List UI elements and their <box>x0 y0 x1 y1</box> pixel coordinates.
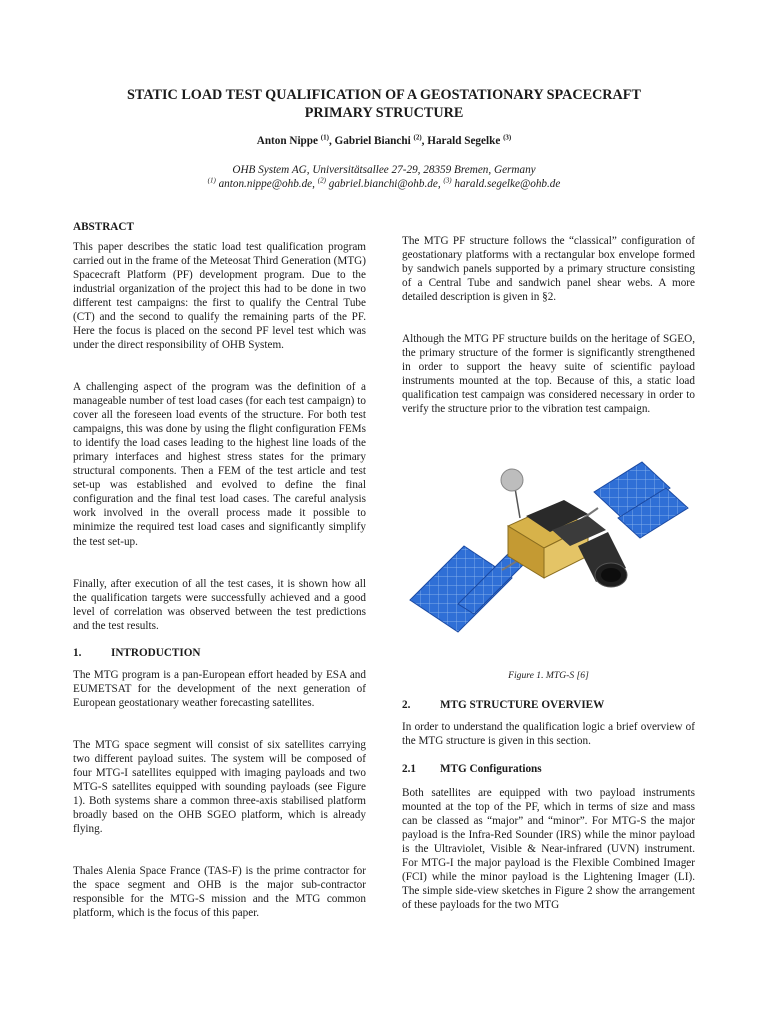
figure-mtg-s <box>402 460 695 660</box>
section-heading-introduction <box>73 646 201 660</box>
abstract-paragraph-1: This paper describes the static load test qualification program carried out in the frame of the Meteosat Third Generation (MTG) Spacecraft Platform (PF) development program. Due to the industrial organization of the project this had to be done in two different test campaigns: the first to qualify the Central Tube (CT) and the second to qualify the remaining parts of the PF. Here the focus is placed on the second PF level test which was under the direct responsibility of OHB System. <box>73 241 366 352</box>
title-line-2: PRIMARY STRUCTURE <box>304 105 464 121</box>
author-name: Gabriel Bianchi <box>334 135 414 147</box>
section-number: 2. <box>402 699 411 711</box>
satellite-body <box>508 500 627 587</box>
author-separator: , <box>421 135 428 147</box>
section-heading-structure-overview <box>402 698 604 712</box>
right-paragraph-1: The MTG PF structure follows the “classical” configuration of geostationary platforms with a rectangular box envelope formed by sandwich panels supported by a primary structure consisting of a Central Tube and sandwich panel shear webs. A more detailed description is given in §2. <box>402 235 695 304</box>
email-mark: (1) <box>207 176 216 185</box>
author-separator: , <box>328 135 335 147</box>
author-mark: (3) <box>503 133 512 142</box>
affiliation: OHB System AG, Universitätsallee 27-29, 28359 Bremen, Germany <box>232 164 536 176</box>
subsection-title: MTG Configurations <box>440 763 542 775</box>
author-name: Anton Nippe <box>256 135 321 147</box>
solar-array-left <box>410 546 528 632</box>
author-mark: (2) <box>413 133 422 142</box>
section-title: INTRODUCTION <box>111 647 201 659</box>
email-address[interactable]: anton.nippe@ohb.de, <box>215 178 318 190</box>
abstract-heading: ABSTRACT <box>73 221 134 233</box>
figure-caption: Figure 1. MTG-S [6] <box>508 670 589 681</box>
satellite-illustration <box>402 460 695 660</box>
email-mark: (2) <box>317 176 326 185</box>
author-name: Harald Segelke <box>427 135 504 147</box>
configurations-paragraph: Both satellites are equipped with two payload instruments mounted at the top of the PF, which in terms of size and mass can be classed as “major” and “minor”. For MTG-S the major payload is the Infra-Red Sounder (IRS) while the minor payload is the Ultraviolet, Visible & Near-infrared (UVN) instrument. For MTG-I the major payload is the Flexible Combined Imager (FCI) while the minor payload is the Lightening Imager (LI). The simple side-view sketches in Figure 2 show the arrangement of these payloads for the two MTG <box>402 787 695 912</box>
author-list <box>60 134 708 148</box>
email-address[interactable]: harald.segelke@ohb.de <box>451 178 561 190</box>
paper-title <box>60 86 708 122</box>
section-number: 1. <box>73 647 82 659</box>
title-line-1: STATIC LOAD TEST QUALIFICATION OF A GEOSTATIONARY SPACECRAFT <box>127 87 641 103</box>
email-mark: (3) <box>443 176 452 185</box>
structure-overview-paragraph: In order to understand the qualification logic a brief overview of the MTG structure is given in this section. <box>402 721 695 748</box>
subsection-heading-configurations <box>402 762 542 776</box>
email-list <box>60 177 708 191</box>
section-title: MTG STRUCTURE OVERVIEW <box>440 699 605 711</box>
intro-paragraph-3: Thales Alenia Space France (TAS-F) is the prime contractor for the space segment and OHB is the major sub-contractor responsible for the MTG-S mission and the MTG common platform, which is the focus of this paper. <box>73 865 366 920</box>
abstract-paragraph-3: Finally, after execution of all the test cases, it is shown how all the qualification targets were successfully achieved and a good level of correlation was observed between the test predictions and the test results. <box>73 578 366 633</box>
abstract-paragraph-2: A challenging aspect of the program was the definition of a manageable number of test load cases (for each test campaign) to cover all the foreseen load events of the structure. For both test campaigns, this was done by using the flight configuration FEMs to identify the load cases leading to the highest line loads of the primary interfaces and highest stress states for the primary structural components. Then a FEM of the test article and test set-up was established and evolved to define the final configuration and the final test load cases. The careful analysis work involved in the overall process made it possible to minimize the required test load cases and significantly simplify the test set-up. <box>73 381 366 548</box>
subsection-number: 2.1 <box>402 763 416 775</box>
antenna-dish <box>501 469 523 518</box>
right-paragraph-2: Although the MTG PF structure builds on the heritage of SGEO, the primary structure of the former is significantly strengthened in order to support the heavy suite of scientific payload instruments mounted at the top. Because of this, a static load qualification test campaign was considered necessary in order to verify the structure prior to the vibration test campaign. <box>402 333 695 416</box>
intro-paragraph-1: The MTG program is a pan-European effort headed by ESA and EUMETSAT for the development of the next generation of European geostationary weather forecasting satellites. <box>73 669 366 710</box>
author-mark: (1) <box>320 133 329 142</box>
intro-paragraph-2: The MTG space segment will consist of six satellites carrying two different payload suites. The system will be composed of four MTG-I satellites equipped with imaging payloads and two MTG-S satellites equipped with sounding payloads (see Figure 1). Both systems share a common three-axis stabilised platform broadly based on the OHB SGEO platform, which is already flying. <box>73 739 366 836</box>
email-address[interactable]: gabriel.bianchi@ohb.de, <box>325 178 444 190</box>
